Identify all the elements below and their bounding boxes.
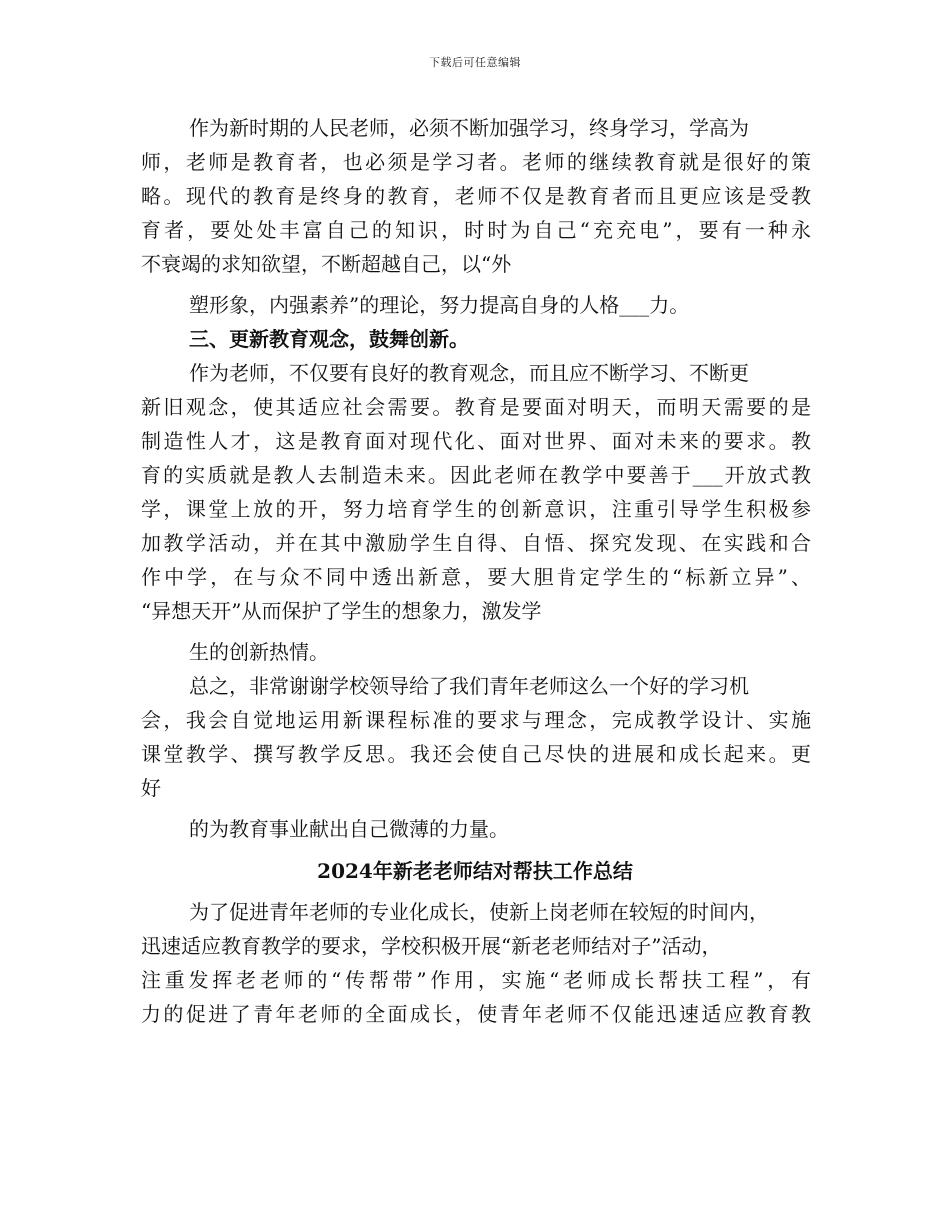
paragraph-line: 作为老师，不仅要有良好的教育观念，而且应不断学习、不断更	[189, 361, 749, 385]
paragraph-line: 注重发挥老老师的“传帮带”作用，实施“老师成长帮扶工程”，有	[141, 968, 811, 992]
paragraph-line: 育者，要处处丰富自己的知识，时时为自己“充充电”，要有一种永	[141, 218, 811, 242]
paragraph-line: 作中学，在与众不同中透出新意，要大胆肯定学生的“标新立异”、	[141, 565, 811, 589]
paragraph-line: 生的创新热情。	[189, 640, 329, 664]
paragraph-line: 塑形象，内强素养”的理论，努力提高自身的人格___力。	[189, 293, 690, 317]
page-header: 下载后可任意编辑	[429, 56, 521, 69]
paragraph-line: 课堂教学、撰写教学反思。我还会使自己尽快的进展和成长起来。更	[141, 742, 811, 766]
section-heading: 三、更新教育观念，鼓舞创新。	[189, 327, 469, 351]
paragraph-line: 的为教育事业献出自己微薄的力量。	[189, 817, 509, 841]
paragraph-line: 加教学活动，并在其中激励学生自得、自悟、探究发现、在实践和合	[141, 531, 811, 555]
paragraph-line: 不衰竭的求知欲望，不断超越自己，以“外	[141, 252, 512, 276]
paragraph-line: 师，老师是教育者，也必须是学习者。老师的继续教育就是很好的策	[141, 150, 811, 174]
paragraph-line: 学，课堂上放的开，努力培育学生的创新意识，注重引导学生积极参	[141, 497, 811, 521]
paragraph-line: 新旧观念，使其适应社会需要。教育是要面对明天，而明天需要的是	[141, 395, 811, 419]
paragraph-line: 力的促进了青年老师的全面成长，使青年老师不仅能迅速适应教育教	[141, 1002, 811, 1026]
paragraph-line: 总之，非常谢谢学校领导给了我们青年老师这么一个好的学习机	[189, 674, 749, 698]
paragraph-line: 好	[141, 776, 161, 800]
paragraph-line: 制造性人才，这是教育面对现代化、面对世界、面对未来的要求。教	[141, 429, 811, 453]
paragraph-line: 作为新时期的人民老师，必须不断加强学习，终身学习，学高为	[189, 116, 749, 140]
paragraph-line: 会，我会自觉地运用新课程标准的要求与理念，完成教学设计、实施	[141, 708, 811, 732]
paragraph-line: 育的实质就是教人去制造未来。因此老师在教学中要善于___开放式教	[141, 463, 811, 487]
paragraph-line: “异想天开”从而保护了学生的想象力，激发学	[141, 599, 542, 623]
paragraph-line: 为了促进青年老师的专业化成长，使新上岗老师在较短的时间内，	[189, 900, 769, 924]
paragraph-line: 迅速适应教育教学的要求，学校积极开展“新老老师结对子”活动，	[141, 934, 722, 958]
document-title: 2024年新老老师结对帮扶工作总结	[317, 859, 633, 883]
paragraph-line: 略。现代的教育是终身的教育，老师不仅是教育者而且更应该是受教	[141, 184, 811, 208]
